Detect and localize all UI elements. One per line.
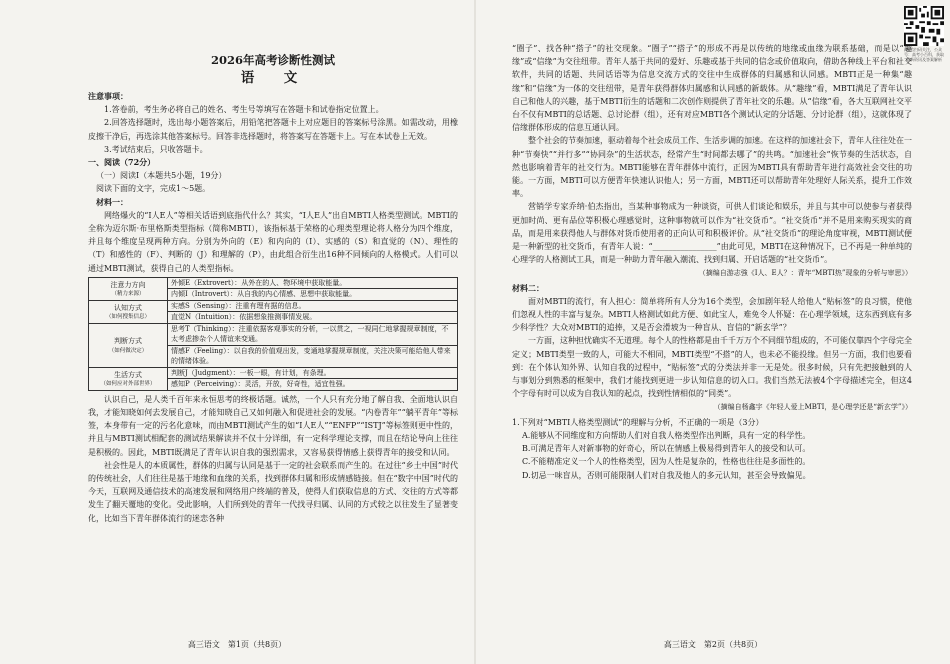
reading-sub-heading: （一）阅读Ⅰ（本题共5小题，19分） [96,171,227,181]
section-heading: 一、阅读（72分） [88,157,156,168]
material-2-para-2: 一方面，这种担忧确实不无道理。每个人的性格都是由千千万万个不同细节组成的，不可能仅靠四个字母完全定义；MBTI类型一致的人，可能大不相同，MBTI类型“不搭”的人，也未必不能投缘。但另一方面，我们也要看到：在个体认知外界、认知自我的过程中，“贴标签”式的分类法并非一无是处。很多时候，只有先把接触到的人与事划分到熟悉的框架中，我们才能找到更进一步认知信息的切入口。我们当然无法被4个字母描述完全，但这4个字母有时可以成为自我认知的起点，找到性情相似的“同类”。 [512,336,912,399]
notice-item: 2.回答选择题时，选出每小题答案后，用铅笔把答题卡上对应题目的答案标号涂黑。如需改动，用橡皮擦干净后，再选涂其他答案标号。回答非选择题时，将答案写在答题卡上。写在本试卷上无效。 [88,118,458,141]
qr-caption: 微信扫码关注，公众号：高考小百科，获取最新资讯及答案解析 [904,47,944,62]
table-cell: 直觉N（Intuition）：依据想象推测事情发展。 [168,312,458,324]
material-1-label: 材料一： [96,196,128,207]
exam-page-1 [0,0,474,664]
exam-title: 2026年高考诊断性测试 [210,53,335,67]
table-cell: 情感F（Feeling）：以自我的价值观出发，变通地掌握规章制度，关注决策可能给他人带来的情绪体验。 [168,345,458,367]
material-1-source: （摘编自游志強《I人、E人？：青年“MBTI热”现象的分析与审思》） [698,269,912,278]
table-category: 生活方式 （如何应对外部世界） [89,367,168,390]
mbti-dimension-table [88,277,458,391]
question-1-option: C.不能精准定义一个人的性格类型，因为人性是复杂的，性格也往往是多面性的。 [522,457,811,467]
table-row [89,277,458,289]
table-row [89,367,458,379]
notice-heading: 注意事项： [88,91,128,101]
material-1-para-6: 营销学专家乔纳·伯杰指出，当某种事物成为一种谈资，可供人们谈论和娱乐，并且与其中可以使参与者获得更加时尚、更有品位等积极心理感觉时，这种事物就可以作为“社交货币”。“社交货币”并不是用来购买现实的商品，而是用来获得他人与群体对货币使用者的正向认可和积极评价。从“社交货币”的理论角度审视，MBTI测试便是一种新型的社交货币，有青年人说：“________________”由此可见，MBTI在这种情况下，已不再是一种单纯的心理学的人格测试工具，而是一种助力青年融入潮流、找到归属、开启话题的“社交货币”。 [512,202,912,265]
material-1-para-2: 认识自己，是人类千百年来永恒思考的终极话题。诚然，一个人只有充分地了解自我、全面地认识自我，才能知晓如何去发展自己，才能知晓自己又如何融入和促进社会的发展。“内卷青年”“躺平青年”等标签，本身带有一定的污名化意味，而由MBTI测试产生的如“I人E人”“ENFP”“ISTJ”等标签则更中性的，并且与MBTI测试相配套的测试结果解读并不仅十分详细，有一定科学理论支撑，而且在结论导向上往往是积极的。因此，MBTI既满足了青年认识自我的强烈需求，又容易获得情感上获得青年的接受和认同。 [88,394,458,457]
table-cell: 感知P（Perceiving）：灵活，开放，好奇性，适宜性强。 [168,379,458,391]
table-cell: 外倾E（Extrovert）：从外在的人、物环境中获取能量。 [168,277,458,289]
table-category: 注意力方向 （精力来源） [89,277,168,300]
question-1-option: D.切忌一味盲从，否则可能限制人们对自我及他人的多元认知，甚至会导致偏见。 [522,470,811,480]
reading-instruction: 阅读下面的文字，完成1～5题。 [96,184,211,194]
page-2-content [512,42,912,482]
material-1-para-3: 社会性是人的本质属性，群体的归属与认同是基于一定的社会联系而产生的。在过往“乡土中国”时代的传统社会，人们往往是基于地缘和血缘的关系，找到群体归属和形成情感链接。但在“数字中国”时代的今天，互联网及通信技术的高速发展和网络用户终端的普及，使得人们获取信息的方式、交往的方式等都发生了翻天覆地的变化。受此影响，人们所到处的青年一代找寻归属、认同的方式较之以往发生了显著变化，比如当下青年群体流行的迷恋各种 [88,460,458,523]
table-row [89,300,458,312]
notice-item: 3.考试结束后，只收答题卡。 [104,144,208,154]
question-1-option: A.能够从不同维度和方向帮助人们对自我人格类型作出判断，具有一定的科学性。 [522,430,811,440]
notice-item: 1.答卷前，考生务必将自己的姓名、考生号等填写在答题卡和试卷指定位置上。 [104,105,384,115]
material-2-source: （摘编自杨鑫宇《年轻人爱上MBTI，是心理学还是“新玄学”》） [713,403,912,412]
table-category: 判断方式 （如何做决定） [89,323,168,367]
material-1-para-4: “圈子”、找各种“搭子”的社交现象。“圈子”“搭子”的形成不再是以传统的地缘或血缘为联系基础，而是以“趣缘”或“信缘”为交往纽带。青年人基于共同的爱好、乐趣或基于共同的信念或价值取向，借助各种线上平台和社交软件，共同的话题、共同话语等为信息交流方式的交往中生成群体的归属感和认同感。MBTI正是一种集“趣缘”和“信缘”为一体的交往纽带，是青年获得群体归属感和认同感的新载体。从“趣缘”看，MBTI满足了青年认识自己和他人的兴趣，基于MBTI衍生的话题和二次创作则提供了青年社交的乐趣。从“信缘”看，各大互联网社交平台不仅有MBTI的总话题、总讨论群（组），还有对应MBTI各个测试认定的分话题、分讨论群（组），这就体现了信缘群体形成的信息互通认同。 [512,44,912,133]
question-1-stem: 1.下列对“MBTI人格类型测试”的理解与分析，不正确的一项是（3分） [512,417,764,427]
subject-title: 语 文 [240,70,306,86]
table-cell: 思考T（Thinking）：注重依据客观事实的分析，一以贯之，一视同仁地掌握规章制度，不太考虑掺杂个人情谊来变通。 [168,323,458,345]
table-cell: 判断J（Judgment）：一板一眼，有计划，有条理。 [168,367,458,379]
material-2-para-1: 面对MBTI的流行，有人担心：简单将所有人分为16个类型，会加剧年轻人给他人“贴标签”的良习惯，使他们忽视人性的丰富与复杂。MBTI人格测试如此方便、如此宝人，难免令人怀疑：在心理学领域，这东西到底有多少科学性？大众对MBTI的追捧，又是否会滑坡为一种盲从、盲信的“新玄学”？ [512,296,912,333]
table-category: 认知方式 （如何搜集信息） [89,300,168,323]
page-number: 高三语文 第2页（共8页） [663,640,763,649]
material-1-para-5: 整个社会的节奏加速，驱动着每个社会成员工作、生活步调的加速。在这样的加速社会下，青年人往往处在一种“节奏快”“并行多”“协同杂”的生活状态，经常产生“时间都去哪了”的共鸣。“加速社会”恢节奏的生活状态，自然也影响着青年的社交行为。MBTI能够在青年群体中流行，正因为MBTI具有帮助青年进行高效社会交往的功能。一方面，MBTI可以方便青年快速认识他人；另一方面，MBTI还可以帮助青年处理好人际关系，提升工作效率。 [512,136,912,199]
page-number: 高三语文 第1页（共8页） [187,640,287,649]
material-2-label: 材料二： [512,282,544,293]
question-1-option: B.可满足青年人对新事物的好奇心，所以在情感上极易得到青年人的接受和认可。 [522,444,811,454]
table-cell: 实感S（Sensing）：注重有理有据的信息。 [168,300,458,312]
exam-page-2 [476,0,950,664]
qr-code-icon [904,6,944,46]
table-cell: 内倾I（Introvert）：从自我的内心情感、思想中获取能量。 [168,289,458,301]
material-1-para-1: 网络爆火的“I人E人”等相关话语到底指代什么？其实，“I人E人”出自MBTI人格类型测试。MBTI的全称为迈尔斯·布里格斯类型指标（简称MBTI），该指标基于荣格的心理类型理论将人格分为四个维度，并且每个维度呈现两种方向。分别为外向的（E）和内向的（I）、实感的（S）和直觉的（N）、理性的（T）和感性的（F）、判断的（J）和理解的（P），由此组合衍生出16种不同倾向的人格模式。人们可以通过MBTI测试，获得自己的人类型指标。 [88,210,458,273]
table-row [89,323,458,345]
page-1-content [88,52,458,525]
